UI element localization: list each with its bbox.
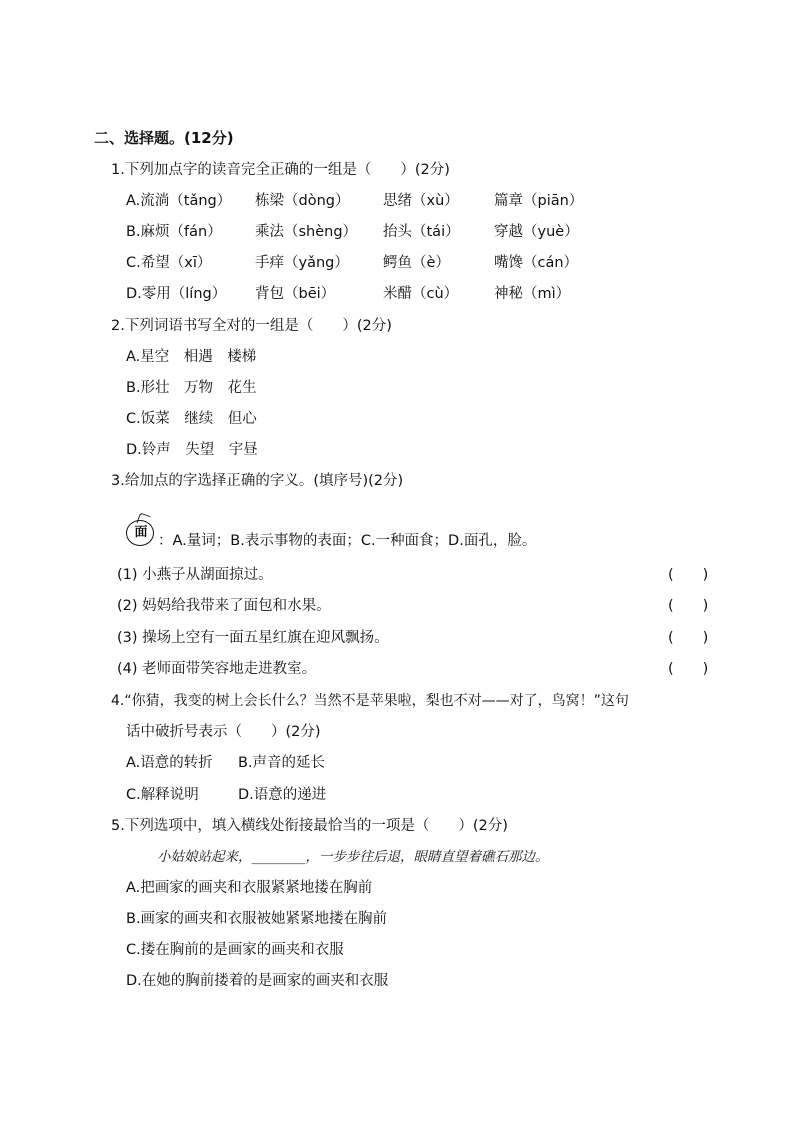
question-3-item-2: (2) 妈妈给我带来了面包和水果。 [117,598,331,614]
question-2-stem: 2.下列词语书写全对的一组是（ ）(2分) [111,318,392,334]
apple-char-icon [124,514,156,546]
option-b-1[interactable]: B.麻烦（fán） [126,224,222,240]
option-a-1[interactable]: A.流淌（tǎng） [126,193,232,209]
question-5-option-d[interactable]: D.在她的胸前搂着的是画家的画夹和衣服 [126,973,389,989]
question-5-sentence: 小姑娘站起来，________，一步步往后退，眼睛直望着礁石那边。 [157,849,549,865]
option-c-1[interactable]: C.希望（xī） [126,255,212,271]
option-a-4: 篇章（piān） [494,193,584,209]
question-5-option-c[interactable]: C.搂在胸前的是画家的画夹和衣服 [126,942,344,958]
question-5-option-a[interactable]: A.把画家的画夹和衣服紧紧地搂在胸前 [126,880,373,896]
option-a-3: 思绪（xù） [383,193,459,209]
option-a-2: 栋梁（dòng） [255,193,350,209]
question-4-option-d[interactable]: D.语意的递进 [238,787,327,803]
answer-blank-2[interactable]: ( ) [668,598,709,614]
question-3-item-1: (1) 小燕子从湖面掠过。 [117,567,273,583]
answer-blank-3[interactable]: ( ) [668,630,709,646]
question-2-option-a[interactable]: A.星空 相遇 楼梯 [126,349,257,365]
option-d-3: 米醋（cù） [383,286,459,302]
question-5-stem: 5.下列选项中，填入横线处衔接最恰当的一项是（ ）(2分) [111,818,508,834]
option-c-4: 嘴馋（cán） [494,255,579,271]
question-4-option-c[interactable]: C.解释说明 [126,787,199,803]
answer-blank-1[interactable]: ( ) [668,567,709,583]
question-4-stem-line-1: 4.“你猜，我变的树上会长什么？当然不是苹果啦，梨也不对——对了，鸟窝！”这句 [111,693,629,709]
question-1-stem: 1.下列加点字的读音完全正确的一组是（ ）(2分) [111,162,450,178]
answer-blank-4[interactable]: ( ) [668,661,709,677]
question-2-option-c[interactable]: C.饭菜 继续 但心 [126,411,257,427]
option-b-4: 穿越（yuè） [494,224,579,240]
character-definitions: ：A.量词；B.表示事物的表面；C.一种面食；D.面孔，脸。 [158,533,537,549]
option-d-1[interactable]: D.零用（líng） [126,286,227,302]
question-2-option-b[interactable]: B.形壮 万物 花生 [126,380,257,396]
question-3-item-4: (4) 老师面带笑容地走进教室。 [117,661,317,677]
question-3-item-3: (3) 操场上空有一面五星红旗在迎风飘扬。 [117,630,389,646]
section-title: 二、选择题。(12分) [94,129,234,147]
target-character: 面 [134,525,148,540]
option-c-3: 鳄鱼（è） [383,255,450,271]
option-b-2: 乘法（shèng） [255,224,358,240]
question-4-stem-line-2: 话中破折号表示（ ）(2分) [126,724,321,740]
question-3-stem: 3.给加点的字选择正确的字义。(填序号)(2分) [111,473,404,489]
option-d-2: 背包（bēi） [255,286,336,302]
question-4-option-a[interactable]: A.语意的转折 [126,755,213,771]
question-4-option-b[interactable]: B.声音的延长 [238,755,326,771]
option-c-2: 手痒（yǎng） [255,255,349,271]
question-2-option-d[interactable]: D.铃声 失望 宇昼 [126,442,258,458]
option-d-4: 神秘（mì） [494,286,571,302]
option-b-3: 抬头（tái） [383,224,460,240]
question-5-option-b[interactable]: B.画家的画夹和衣服被她紧紧地搂在胸前 [126,911,388,927]
